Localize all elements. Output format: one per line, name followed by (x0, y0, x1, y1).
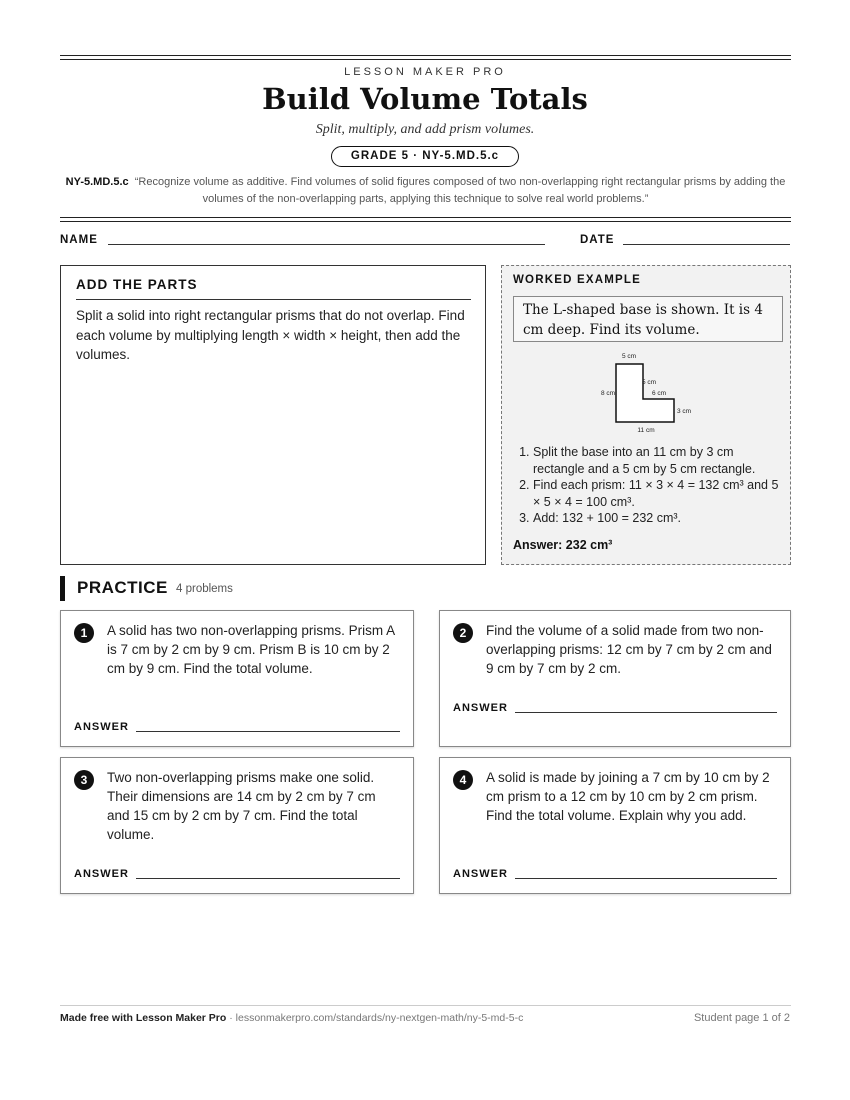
add-the-parts-divider (76, 299, 471, 300)
answer-label: ANSWER (74, 868, 129, 880)
label-top: 5 cm (621, 353, 637, 360)
problem-number: 4 (453, 770, 473, 790)
page-title: Build Volume Totals (262, 82, 588, 116)
name-label: NAME (60, 234, 98, 246)
top-rule-inner (60, 59, 791, 60)
problem-card-4 (439, 757, 791, 894)
worked-example-label: WORKED EXAMPLE (513, 274, 641, 286)
answer-label: ANSWER (74, 721, 129, 733)
problem-text: A solid has two non-overlapping prisms. Prism A is 7 cm by 2 cm by 9 cm. Prism B is 10 cm by 2 cm by 9 cm. Find the total volume. (107, 623, 395, 676)
label-right: 3 cm (676, 408, 692, 415)
label-left: 8 cm (600, 390, 616, 397)
problem-text: Two non-overlapping prisms make one solid. Their dimensions are 14 cm by 2 cm by 7 cm and 15 cm by 2 cm by 7 cm. Find the total volume. (107, 770, 376, 842)
problem-number: 2 (453, 623, 473, 643)
grade-badge: GRADE 5 · NY-5.MD.5.c (331, 146, 519, 167)
page-subtitle: Split, multiply, and add prism volumes. (315, 122, 535, 137)
worked-example-steps (513, 444, 785, 527)
practice-count: 4 problems (176, 583, 233, 595)
problem-card-3 (60, 757, 414, 894)
standard-text: “Recognize volume as additive. Find volumes of solid figures composed of two non-overlapping right rectangular prisms by adding the volumes of the non-overlapping parts, applying this technique to solve real world problems.” (134, 176, 786, 205)
top-rule (60, 55, 791, 56)
problem-text: Find the volume of a solid made from two non-overlapping prisms: 12 cm by 7 cm by 2 cm and 9 cm by 7 cm by 2 cm. (486, 623, 772, 676)
problem-number: 1 (74, 623, 94, 643)
practice-accent-bar (60, 576, 65, 601)
answer-field[interactable] (515, 878, 777, 879)
brand-name: LESSON MAKER PRO (344, 66, 506, 78)
label-bottom: 11 cm (637, 427, 655, 434)
standard-description (60, 174, 791, 208)
footer-page-number: Student page 1 of 2 (693, 1012, 790, 1024)
worked-step: 2. Find each prism: 11 × 3 × 4 = 132 cm³ and 5 × 5 × 4 = 100 cm³. (533, 477, 785, 510)
practice-title: PRACTICE (77, 578, 168, 597)
name-field[interactable] (108, 244, 545, 245)
problem-number: 3 (74, 770, 94, 790)
header-rule (60, 217, 791, 218)
date-label: DATE (580, 234, 615, 246)
standard-code: NY-5.MD.5.c (65, 176, 129, 188)
footer-url[interactable]: · lessonmakerpro.com/standards/ny-nextgen-math/ny-5-md-5-c (226, 1012, 524, 1024)
answer-field[interactable] (136, 878, 400, 879)
worked-example-prompt: The L-shaped base is shown. It is 4 cm deep. Find its volume. (513, 296, 783, 342)
answer-field[interactable] (515, 712, 777, 713)
label-inner-horizontal: 6 cm (651, 390, 667, 397)
footer-rule (60, 1005, 791, 1006)
answer-label: ANSWER (453, 868, 508, 880)
problem-card-2 (439, 610, 791, 747)
problem-text: A solid is made by joining a 7 cm by 10 cm by 2 cm prism to a 12 cm by 10 cm by 2 cm prism. Find the total volume. Explain why you add. (486, 770, 770, 823)
add-the-parts-box (60, 265, 486, 565)
footer-credit (60, 1012, 523, 1024)
problem-card-1 (60, 610, 414, 747)
worked-step: 3. Add: 132 + 100 = 232 cm³. (533, 510, 785, 527)
date-field[interactable] (623, 244, 790, 245)
header-rule-inner (60, 221, 791, 222)
l-shape-figure (592, 352, 702, 436)
footer-made-with: Made free with Lesson Maker Pro (60, 1012, 227, 1024)
add-the-parts-body: Split a solid into right rectangular prisms that do not overlap. Find each volume by multiplying length × width × height, then add the volumes. (76, 308, 465, 362)
worked-example-answer: Answer: 232 cm³ (513, 538, 613, 552)
add-the-parts-heading: ADD THE PARTS (76, 277, 198, 292)
worked-step: 1. Split the base into an 11 cm by 3 cm rectangle and a 5 cm by 5 cm rectangle. (533, 444, 785, 477)
worked-example-box (501, 265, 791, 565)
answer-label: ANSWER (453, 702, 508, 714)
label-inner-vertical: 5 cm (641, 379, 657, 386)
answer-field[interactable] (136, 731, 400, 732)
